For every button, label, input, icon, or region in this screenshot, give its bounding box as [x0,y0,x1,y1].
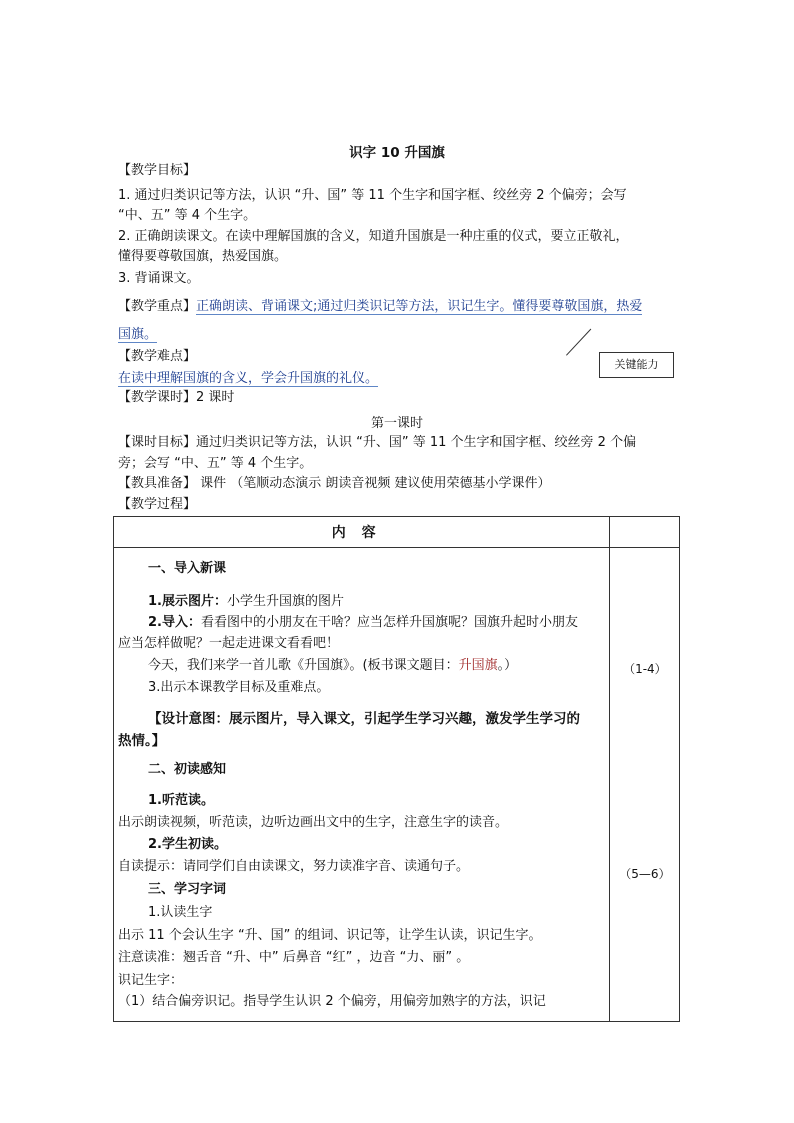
table-header-side [610,517,680,548]
teaching-process-table [113,516,680,1022]
s1-item2-cont: 应当怎样做呢？一起走进课文看看吧！ [118,636,340,651]
objective-2-line1: 2. 正确朗读课文。在读中理解国旗的含义，知道升国旗是一种庄重的仪式，要立正敬礼， [118,229,629,244]
document-title: 识字 10 升国旗 [349,145,445,161]
objective-2-line2: 懂得要尊敬国旗，热爱国旗。 [118,249,288,264]
s2-item2: 2.学生初读。 [148,837,227,852]
s3-memo1: （1）结合偏旁识记。指导学生认识 2 个偏旁，用偏旁加熟字的方法，识记 [118,994,546,1009]
design-intent-line1: 【设计意图：展示图片，导入课文，引起学生学习兴趣，激发学生学习的 [148,711,580,727]
side-cell [610,548,680,1022]
side-label-1: （1-4） [623,662,667,676]
section-1-title: 一、导入新课 [148,561,227,576]
side-label-2: （5—6） [619,867,671,881]
s1-today [148,657,517,675]
s1-item2-text: 看看图中的小朋友在干啥？应当怎样升国旗呢？国旗升起时小朋友 [200,615,578,630]
s1-today-red: 升国旗 [458,658,498,673]
s2-item1-text: 出示朗读视频，听范读，边听边画出文中的生字，注意生字的读音。 [118,815,509,830]
s1-item1 [148,593,344,611]
section-3-title: 三、学习字词 [148,882,227,897]
s1-item2 [148,614,578,632]
s3-item1-text: 出示 11 个会认生字 “升、国” 的组词、识记等，让学生认读，识记生字。 [118,928,542,943]
section-2-title: 二、初读感知 [148,762,227,777]
s1-today-end: 。） [497,658,518,673]
process-heading: 【教学过程】 [118,497,197,512]
lesson-objective-line2: 旁；会写 “中、五” 等 4 个生字。 [118,456,313,471]
key-points-text: 正确朗读、背诵课文;通过归类识记等方法，识记生字。懂得要尊敬国旗，热爱 [196,299,643,314]
difficulty-heading: 【教学难点】 [118,349,197,364]
teaching-tools: 【教具准备】 课件 （笔顺动态演示 朗读音视频 建议使用荣德基小学课件） [118,476,551,491]
s1-today-text: 今天，我们来学一首儿歌《升国旗》。(板书课文题目： [148,658,459,673]
content-cell [114,548,610,1022]
difficulty-text-content: 在读中理解国旗的含义，学会升国旗的礼仪。 [118,371,379,386]
key-points-line1 [118,298,642,316]
table-header-content: 内容 [114,517,610,548]
s3-note: 注意读准：翘舌音 “升、中” 后鼻音 “红” ，边音 “力、丽” 。 [118,950,470,965]
objective-1-line1: 1. 通过归类识记等方法，认识 “升、国” 等 11 个生字和国字框、绞丝旁 2 个偏旁；会写 [118,188,627,203]
key-ability-callout: 关键能力 [599,352,674,378]
s3-item1: 1.认读生字 [148,905,213,920]
difficulty-text [118,370,378,388]
lesson-objective-line1: 【课时目标】通过归类识记等方法，认识 “升、国” 等 11 个生字和国字框、绞丝旁 2 个偏 [118,435,637,450]
s1-item1-label: 1.展示图片： [148,594,227,609]
key-points-label: 【教学重点】 [118,299,197,314]
s1-item2-label: 2.导入： [148,615,201,630]
s1-item3: 3.出示本课教学目标及重难点。 [148,680,330,695]
objective-1-line2: “中、五” 等 4 个生字。 [118,208,257,223]
lesson-title: 第一课时 [370,416,423,431]
key-points-text-cont: 国旗。 [118,327,158,342]
s1-item1-text: 小学生升国旗的图片 [226,594,344,609]
objective-3: 3. 背诵课文。 [118,271,200,286]
design-intent-line2: 热情。】 [118,733,166,749]
callout-connector [566,329,591,356]
objectives-heading: 【教学目标】 [118,163,197,178]
lesson-hours: 【教学课时】2 课时 [118,390,235,405]
s3-memo: 识记生字： [118,973,184,988]
key-points-line2 [118,326,157,344]
s2-item2-text: 自读提示：请同学们自由读课文，努力读准字音、读通句子。 [118,859,470,874]
s2-item1: 1.听范读。 [148,793,214,808]
